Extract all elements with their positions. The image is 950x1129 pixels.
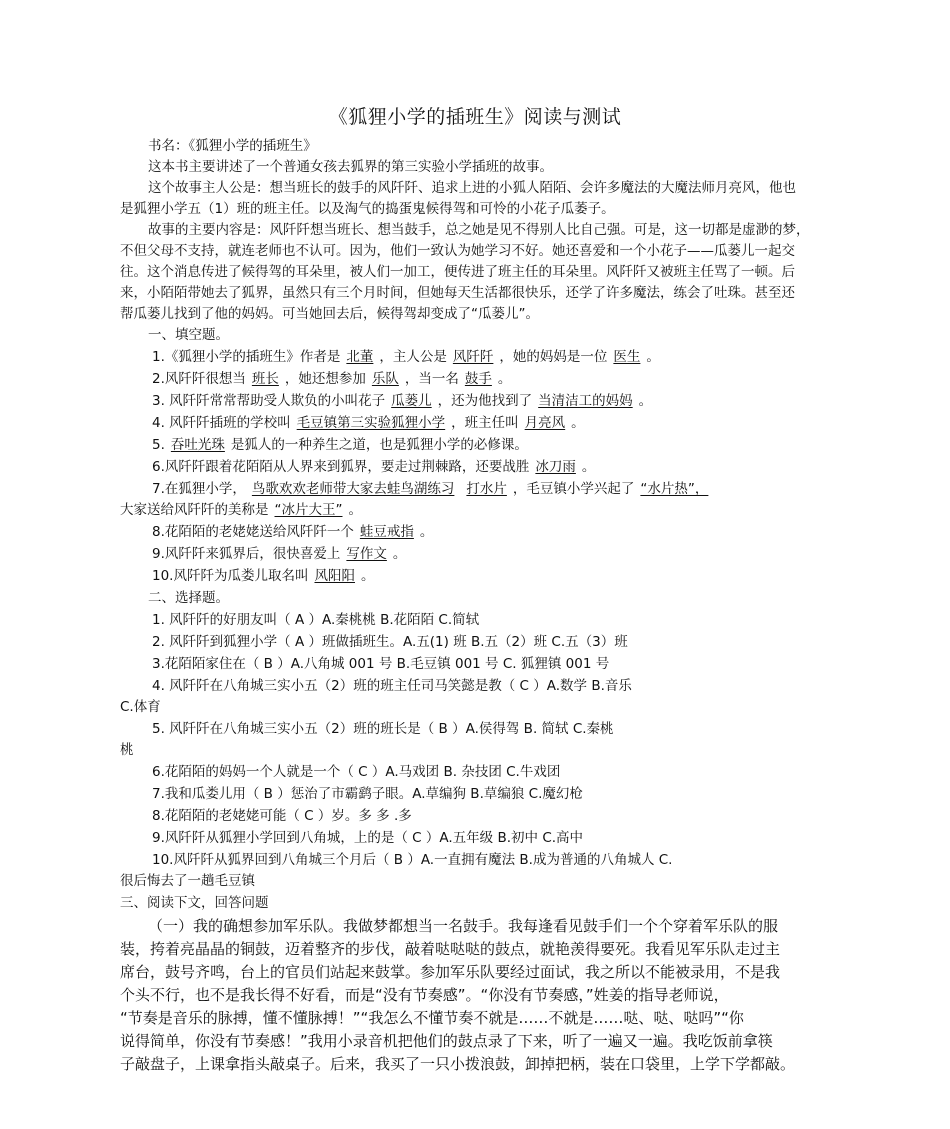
fill-question-10: 10.风阡阡为瓜娄儿取名叫 风阳阳 。 [152, 568, 375, 584]
plot-line-1: 故事的主要内容是：风阡阡想当班长、想当鼓手，总之她是见不得别人比自己强。可是，这一切都是虚渺的梦， [148, 222, 810, 238]
choice-question-5-line-2: 桃 [120, 742, 134, 758]
book-summary-line: 这本书主要讲述了一个普通女孩去狐界的第三实验小学插班的故事。 [148, 159, 553, 175]
passage-line-6: 说得简单，你没有节奏感！”我用小录音机把他们的鼓点录了下来，听了一遍又一遍。我吃饭前拿筷 [120, 1032, 773, 1050]
choice-question-4-line-2: C.体育 [120, 699, 161, 715]
passage-line-3: 席台，鼓号齐鸣，台上的官员们站起来鼓掌。参加军乐队要经过面试，我之所以不能被录用，不是我 [120, 963, 781, 981]
answer-protagonist: 风阡阡 [452, 349, 494, 365]
answer-obstacle: 冰刀雨 [535, 459, 576, 475]
answer-school: 毛豆镇第三实验狐狸小学 [296, 415, 446, 431]
choice-question-1: 1. 风阡阡的好朋友叫（ A ）A.秦桃桃 B.花陌陌 C.简轼 [152, 612, 480, 628]
fill-question-9: 9.风阡阡来狐界后，很快喜爱上 写作文 。 [152, 546, 407, 562]
answer-head-teacher: 月亮风 [524, 415, 566, 431]
answer-teacher-trip: 鸟歌欢欢老师带大家去蛙鸟湖练习 [251, 481, 455, 497]
fill-question-3: 3. 风阡阡常常帮助受人欺负的小叫花子 瓜蒌儿 ，还为他找到了 当清洁工的妈妈 。 [152, 393, 653, 409]
choice-question-5-line-1: 5. 风阡阡在八角城三实小五（2）班的班长是（ B ）A.侯得驾 B. 简轼 C.秦桃 [152, 721, 614, 737]
fill-question-4: 4. 风阡阡插班的学校叫 毛豆镇第三实验狐狸小学 ，班主任叫 月亮风 。 [152, 415, 585, 431]
choice-question-9: 9.风阡阡从狐狸小学回到八角城，上的是（ C ）A.五年级 B.初中 C.高中 [152, 830, 584, 846]
answer-practice: 吞吐光珠 [170, 437, 225, 453]
answer-gift: 蛙豆戒指 [359, 524, 414, 540]
passage-line-4: 个头不行，也不是我长得不好看，而是“没有节奏感”。“你没有节奏感，”姓姜的指导老师说， [120, 986, 729, 1004]
choice-question-6: 6.花陌陌的妈妈一个人就是一个（ C ）A.马戏团 B. 杂技团 C.牛戏团 [152, 764, 561, 780]
passage-line-5: “节奏是音乐的脉搏，懂不懂脉搏！”“我怎么不懂节奏不就是……不就是……哒、哒、哒吗”“你 [120, 1009, 744, 1027]
fill-question-5: 5. 吞吐光珠 是狐人的一种养生之道，也是狐狸小学的必修课。 [152, 437, 528, 453]
plot-line-5: 帮瓜蒌儿找到了他的妈妈。可当她回去后，候得驾却变成了“瓜蒌儿”。 [120, 306, 539, 322]
fill-heading: 一、填空题。 [148, 327, 229, 343]
passage-line-7: 子敲盘子，上课拿指头敲桌子。后来，我买了一只小拨浪鼓，卸掉把柄，装在口袋里，上学下学都敲。 [120, 1055, 796, 1073]
fill-question-6: 6.风阡阡跟着花陌陌从人界来到狐界，要走过荆棘路，还要战胜 冰刀雨 。 [152, 459, 596, 475]
characters-line-1: 这个故事主人公是：想当班长的鼓手的风阡阡、追求上进的小狐人陌陌、会许多魔法的大魔法师月亮风，他也 [148, 180, 796, 196]
reading-heading: 三、阅读下文，回答问题 [120, 895, 269, 911]
fill-question-8: 8.花陌陌的老姥姥送给风阡阡一个 蛙豆戒指 。 [152, 524, 434, 540]
choice-question-8: 8.花陌陌的老姥姥可能（ C ）岁。多 多 .多 [152, 808, 412, 824]
answer-band: 乐队 [371, 371, 399, 387]
fill-question-1: 1.《狐狸小学的插班生》作者是 北董 ，主人公是 风阡阡 ，她的妈妈是一位 医生 。 [152, 349, 660, 365]
answer-beggar-name: 瓜蒌儿 [391, 393, 432, 409]
choice-heading: 二、选择题。 [148, 590, 229, 606]
choice-question-2: 2. 风阡阡到狐狸小学（ A ）班做插班生。A.五(1) 班 B.五（2）班 C.五（3）班 [152, 634, 628, 650]
choice-question-4-line-1: 4. 风阡阡在八角城三实小五（2）班的班主任司马笑懿是教（ C ）A.数学 B.音乐 [152, 678, 632, 694]
answer-hobby: 写作文 [346, 546, 387, 562]
answer-author: 北董 [346, 349, 374, 365]
choice-question-10-line-1: 10.风阡阡从狐界回到八角城三个月后（ B ）A.一直拥有魔法 B.成为普通的八角城人 C. [152, 852, 673, 868]
page-title: 《狐狸小学的插班生》阅读与测试 [328, 106, 622, 128]
answer-nickname: “冰片大王” [274, 502, 343, 518]
fill-question-7-line-2: 大家送给风阡阡的美称是 “冰片大王” 。 [120, 502, 362, 518]
fill-question-2: 2.风阡阡很想当 班长 ，她还想参加 乐队 ，当一名 鼓手 。 [152, 371, 512, 387]
answer-monitor: 班长 [251, 371, 279, 387]
plot-line-3: 往。这个消息传进了候得驾的耳朵里，被人们一加工，便传进了班主任的耳朵里。风阡阡又被班主任骂了一顿。后 [120, 264, 795, 280]
answer-craze: “水片热”， [640, 481, 709, 497]
passage-line-1: （一）我的确想参加军乐队。我做梦都想当一名鼓手。我每逢看见鼓手们一个个穿着军乐队的服 [148, 917, 779, 935]
fill-question-7-line-1: 7.在狐狸小学， 鸟歌欢欢老师带大家去蛙鸟湖练习 打水片 ，毛豆镇小学兴起了 “水片热”， [152, 480, 714, 498]
book-name-line: 书名：《狐狸小学的插班生》 [148, 138, 317, 154]
answer-new-name: 风阳阳 [314, 568, 355, 584]
answer-skipping-stones: 打水片 [466, 481, 507, 497]
choice-question-3: 3.花陌陌家住在（ B ）A.八角城 001 号 B.毛豆镇 001 号 C. 狐狸镇 001 号 [152, 656, 610, 672]
answer-drummer: 鼓手 [464, 371, 492, 387]
passage-line-2: 装，挎着亮晶晶的铜鼓，迈着整齐的步伐，敲着哒哒哒的鼓点，就艳羡得要死。我看见军乐队走过主 [120, 940, 781, 958]
characters-line-2: 是狐狸小学五（1）班的班主任。以及淘气的捣蛋鬼候得驾和可怜的小花子瓜萎子。 [120, 201, 615, 217]
plot-line-4: 来，小陌陌带她去了狐界，虽然只有三个月时间，但她每天生活都很快乐，还学了许多魔法，练会了吐珠。甚至还 [120, 285, 795, 301]
choice-question-10-line-2: 很后悔去了一趟毛豆镇 [120, 873, 255, 889]
plot-line-2: 不但父母不支持，就连老师也不认可。因为，他们一致认为她学习不好。她还喜爱和一个小花子——瓜蒌儿一起交 [120, 243, 795, 259]
answer-mother-job: 医生 [613, 349, 641, 365]
answer-found-mother: 当清洁工的妈妈 [538, 393, 633, 409]
choice-question-7: 7.我和瓜娄儿用（ B ）惩治了市霸鹞子眼。A.草编狗 B.草编狼 C.魔幻枪 [152, 786, 583, 802]
